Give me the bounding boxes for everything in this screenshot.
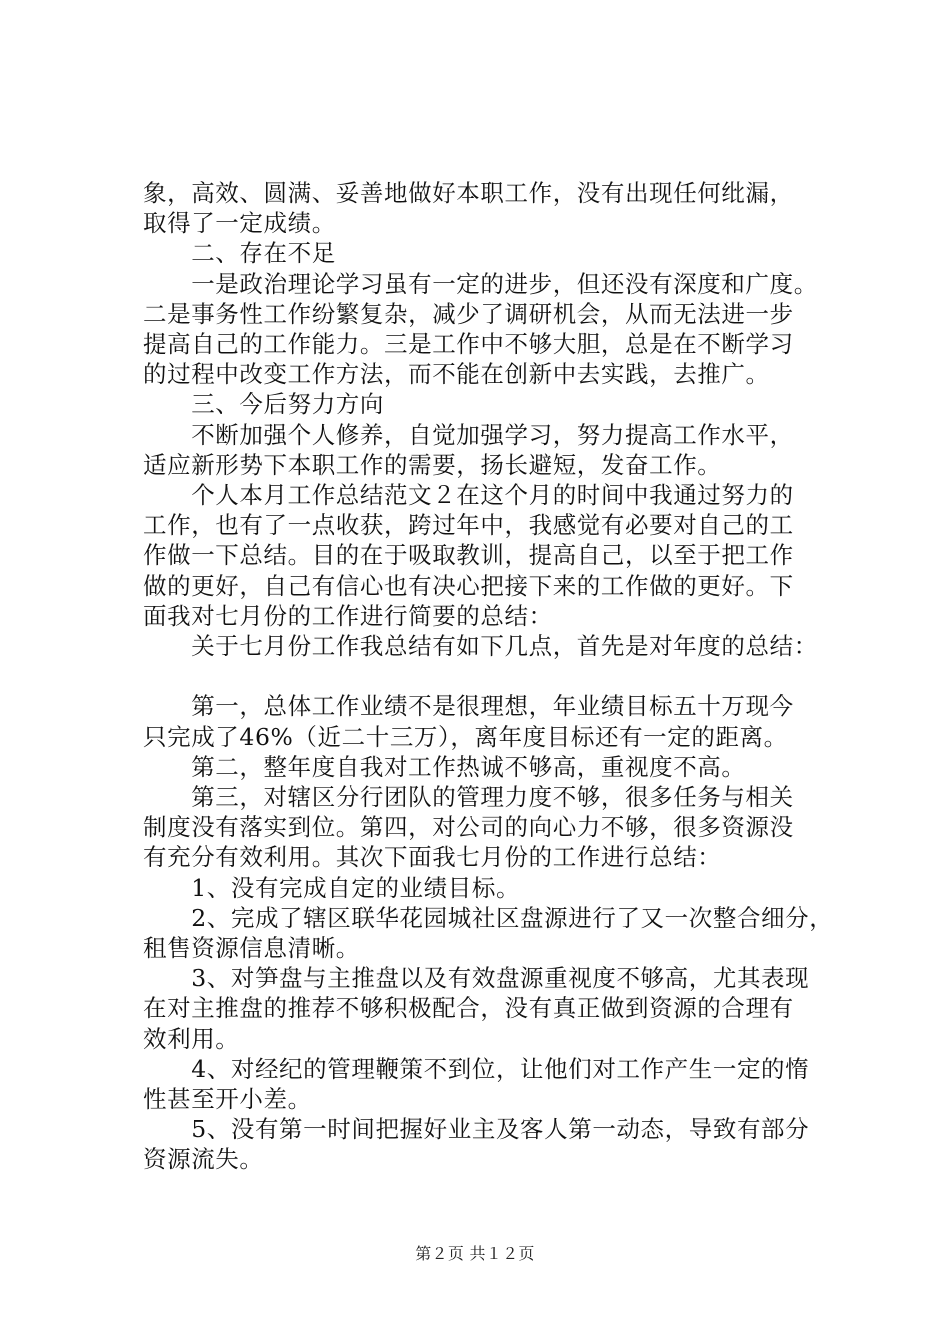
text-line: 第三，对辖区分行团队的管理力度不够，很多任务与相关 (143, 783, 794, 812)
document-body (143, 178, 843, 1175)
text-line: 1、没有完成自定的业绩目标。 (143, 873, 521, 902)
text-line: 二、存在不足 (143, 239, 336, 268)
text-line: 第二，整年度自我对工作热诚不够高，重视度不高。 (143, 752, 746, 781)
text-line: 3、对笋盘与主推盘以及有效盘源重视度不够高，尤其表现 (143, 964, 810, 993)
text-line: 工作，也有了一点收获，跨过年中，我感觉有必要对自己的工 (143, 511, 794, 540)
text-line: 面我对七月份的工作进行简要的总结： (143, 601, 553, 630)
text-line: 做的更好，自己有信心也有决心把接下来的工作做的更好。下 (143, 571, 794, 600)
text-line: 资源流失。 (143, 1145, 264, 1174)
text-line: 关于七月份工作我总结有如下几点，首先是对年度的总结： (143, 632, 818, 661)
text-line: 5、没有第一时间把握好业主及客人第一动态，导致有部分 (143, 1115, 810, 1144)
text-line: 的过程中改变工作方法，而不能在创新中去实践，去推广。 (143, 360, 770, 389)
text-line: 取得了一定成绩。 (143, 209, 336, 238)
text-line: 制度没有落实到位。第四，对公司的向心力不够，很多资源没 (143, 813, 794, 842)
text-line: 二是事务性工作纷繁复杂，减少了调研机会，从而无法进一步 (143, 299, 794, 328)
text-line: 个人本月工作总结范文２在这个月的时间中我通过努力的 (143, 481, 794, 510)
text-line: 性甚至开小差。 (143, 1085, 312, 1114)
text-line: 作做一下总结。目的在于吸取教训，提高自己，以至于把工作 (143, 541, 794, 570)
text-line: 三、今后努力方向 (143, 390, 384, 419)
text-line: 效利用。 (143, 1024, 240, 1053)
blank-line (143, 661, 843, 691)
text-line: 第一，总体工作业绩不是很理想，年业绩目标五十万现今 (143, 692, 794, 721)
text-line: 提高自己的工作能力。三是工作中不够大胆，总是在不断学习 (143, 330, 794, 359)
text-line: 4、对经纪的管理鞭策不到位，让他们对工作产生一定的惰 (143, 1054, 810, 1083)
page-footer: 第２页 共１２页 (415, 1244, 535, 1263)
text-line: 只完成了46%（近二十三万），离年度目标还有一定的距离。 (143, 722, 788, 751)
text-line: 租售资源信息清晰。 (143, 934, 360, 963)
text-line: 适应新形势下本职工作的需要，扬长避短，发奋工作。 (143, 450, 722, 479)
text-line: 2、完成了辖区联华花园城社区盘源进行了又一次整合细分， (143, 903, 834, 932)
text-line: 象，高效、圆满、妥善地做好本职工作，没有出现任何纰漏， (143, 179, 794, 207)
text-line: 一是政治理论学习虽有一定的进步，但还没有深度和广度。 (143, 269, 818, 298)
text-line: 有充分有效利用。其次下面我七月份的工作进行总结： (143, 843, 722, 872)
text-line: 在对主推盘的推荐不够积极配合，没有真正做到资源的合理有 (143, 994, 794, 1023)
text-line: 不断加强个人修养，自觉加强学习，努力提高工作水平， (143, 420, 794, 449)
